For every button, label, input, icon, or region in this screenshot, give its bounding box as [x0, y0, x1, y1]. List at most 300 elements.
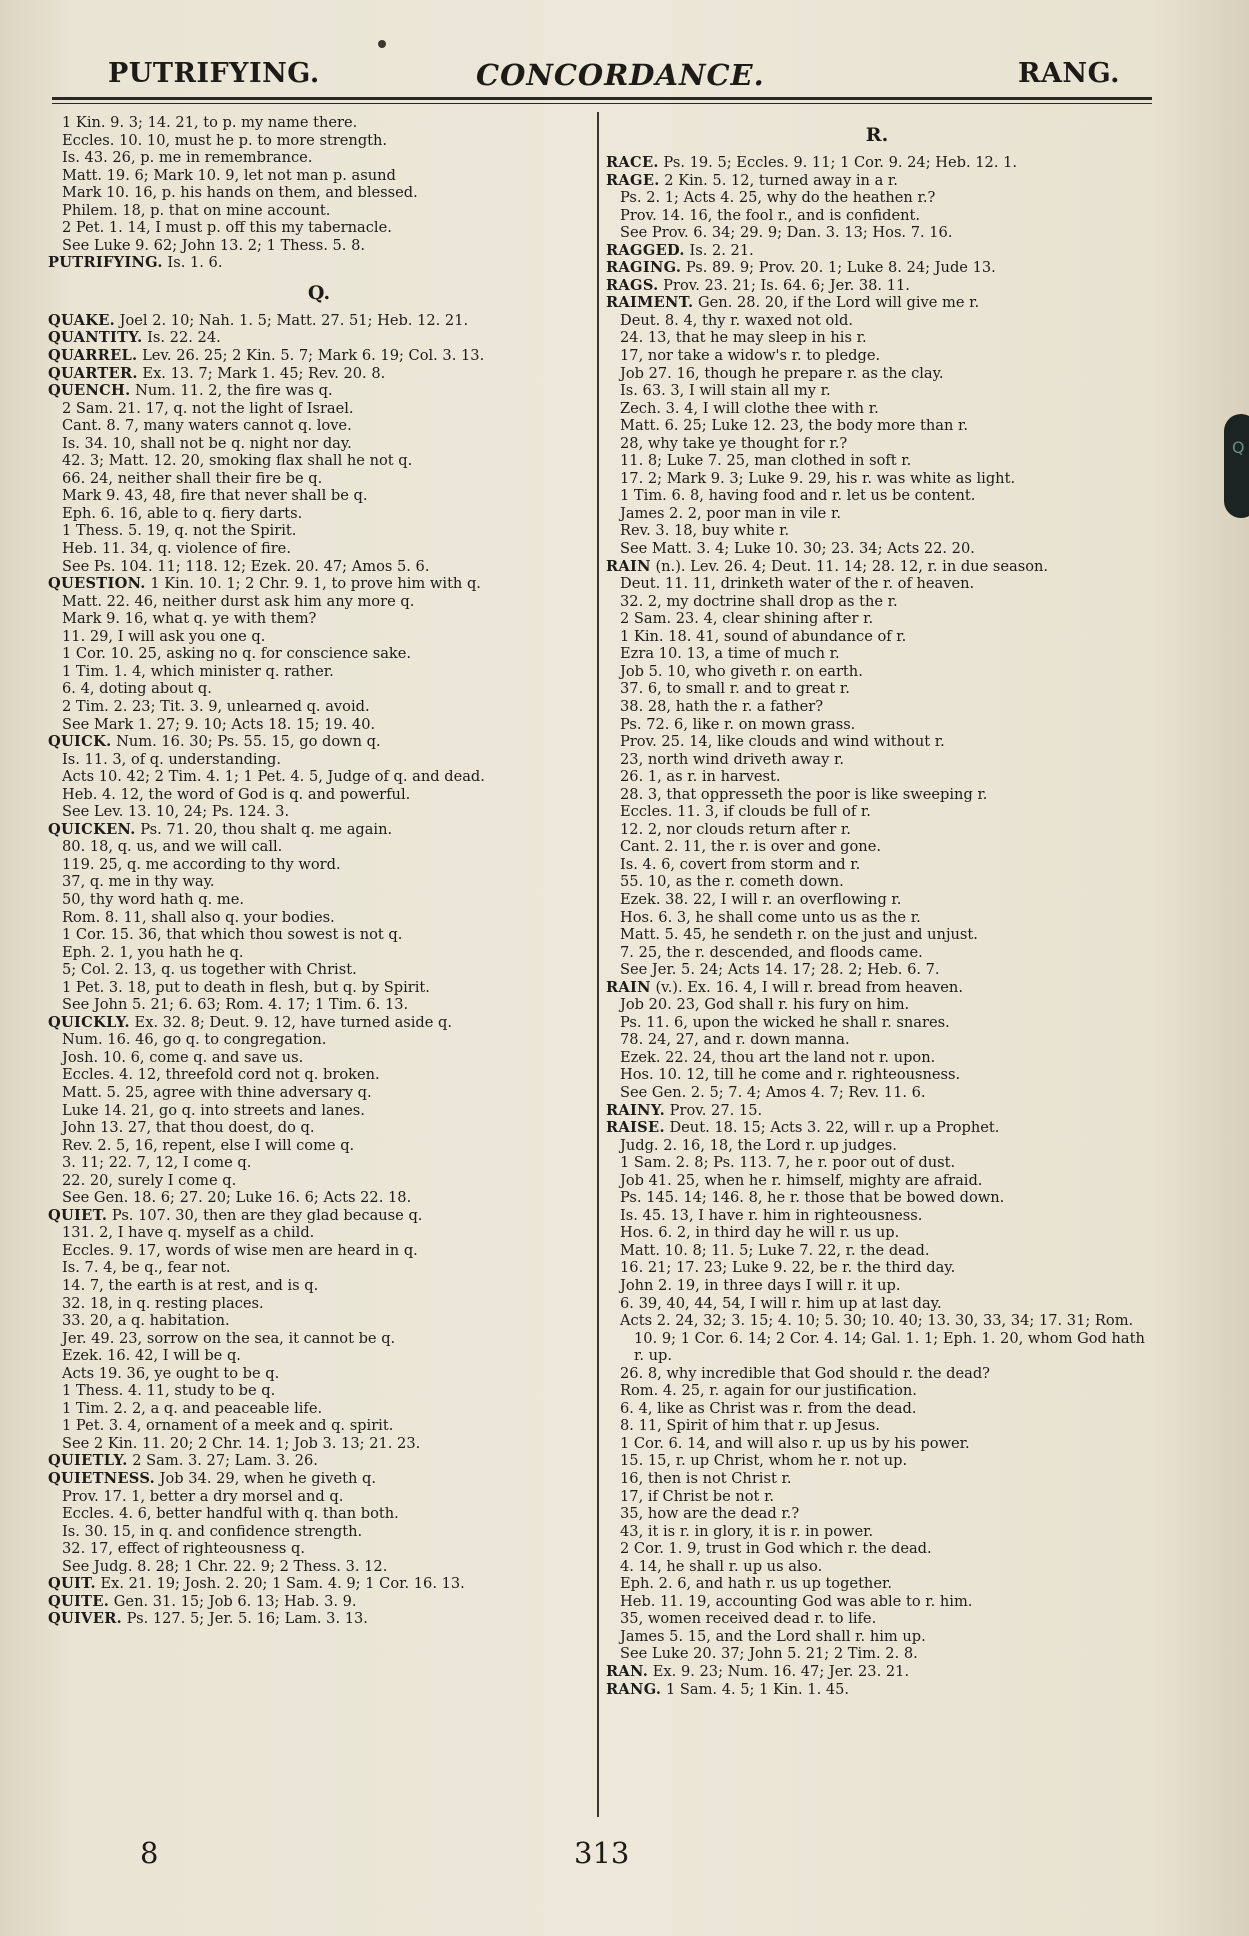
entry-text: Eph. 2. 6, and hath r. us up together.	[620, 1575, 892, 1593]
entry-text: 1 Pet. 3. 4, ornament of a meek and q. spirit.	[62, 1417, 394, 1435]
entry-text: 1 Sam. 4. 5; 1 Kin. 1. 45.	[661, 1680, 850, 1698]
entry-text: 2 Cor. 1. 9, trust in God which r. the dead.	[620, 1540, 932, 1558]
headword-entry	[48, 1452, 590, 1470]
reference-line	[48, 1102, 590, 1120]
reference-line	[48, 167, 590, 185]
entry-text: Ps. 145. 14; 146. 8, he r. those that be bowed down.	[620, 1189, 1005, 1207]
header-first-word: PUTRIFYING.	[108, 58, 320, 89]
reference-line	[48, 698, 590, 716]
headword-entry	[48, 382, 590, 400]
reference-line	[48, 610, 590, 628]
reference-line	[48, 1154, 590, 1172]
entry-text: 1 Thess. 4. 11, study to be q.	[62, 1382, 276, 1400]
entry-text: Deut. 18. 15; Acts 3. 22, will r. up a Prophet.	[664, 1119, 1000, 1137]
entry-text: Is. 43. 26, p. me in remembrance.	[62, 149, 313, 167]
reference-line	[48, 1365, 590, 1383]
entry-text: 37. 6, to small r. and to great r.	[620, 680, 850, 698]
entry-text: 5; Col. 2. 13, q. us together with Christ.	[62, 961, 357, 979]
entry-text: Eccles. 11. 3, if clouds be full of r.	[620, 803, 871, 821]
entry-text: Ezek. 38. 22, I will r. an overflowing r.	[620, 890, 902, 908]
entry-text: 17, nor take a widow's r. to pledge.	[620, 347, 881, 365]
entry-text: Ps. 11. 6, upon the wicked he shall r. snares.	[620, 1013, 950, 1031]
reference-line	[48, 1505, 590, 1523]
entry-text: Joel 2. 10; Nah. 1. 5; Matt. 27. 51; Heb. 12. 21.	[115, 311, 469, 329]
headword-entry	[48, 365, 590, 383]
reference-line	[48, 716, 590, 734]
running-header	[0, 58, 1249, 98]
reference-line	[48, 470, 590, 488]
left-column	[48, 114, 590, 1628]
reference-line	[606, 645, 1148, 663]
entry-text: Ps. 72. 6, like r. on mown grass.	[620, 715, 856, 733]
reference-line	[48, 1031, 590, 1049]
entry-text: Matt. 6. 25; Luke 12. 23, the body more than r.	[620, 417, 969, 435]
reference-line	[606, 786, 1148, 804]
headword-entry	[606, 558, 1148, 576]
entry-text: 38. 28, hath the r. a father?	[620, 697, 824, 715]
entry-text: Acts 19. 36, ye ought to be q.	[62, 1364, 280, 1382]
headword: RAIN	[606, 978, 651, 996]
right-column	[606, 114, 1148, 1698]
headword-entry	[48, 1575, 590, 1593]
headword-entry	[48, 575, 590, 593]
page-number: 313	[574, 1836, 630, 1870]
entry-text: Num. 16. 30; Ps. 55. 15, go down q.	[111, 733, 381, 751]
reference-line	[48, 505, 590, 523]
reference-line	[606, 505, 1148, 523]
reference-line	[606, 803, 1148, 821]
reference-line	[48, 1523, 590, 1541]
headword-entry	[48, 312, 590, 330]
reference-line	[606, 470, 1148, 488]
reference-line	[48, 873, 590, 891]
reference-line	[606, 628, 1148, 646]
reference-line	[48, 645, 590, 663]
headword-entry	[606, 1119, 1148, 1137]
headword: RAN.	[606, 1663, 649, 1681]
entry-text: See Gen. 2. 5; 7. 4; Amos 4. 7; Rev. 11. 6.	[620, 1083, 926, 1101]
entry-text: Ex. 9. 23; Num. 16. 47; Jer. 23. 21.	[648, 1663, 910, 1681]
headword: PUTRIFYING.	[48, 254, 163, 272]
entry-text: 2 Sam. 3. 27; Lam. 3. 26.	[127, 1452, 318, 1470]
entry-text: Heb. 11. 34, q. violence of fire.	[62, 540, 291, 558]
entry-text: Ps. 2. 1; Acts 4. 25, why do the heathen r.?	[620, 189, 936, 207]
entry-text: Philem. 18, p. that on mine account.	[62, 201, 331, 219]
entry-text: 1 Cor. 6. 14, and will also r. up us by his power.	[620, 1434, 970, 1452]
headword: QUIT.	[48, 1575, 96, 1593]
reference-line	[606, 1084, 1148, 1102]
entry-text: See Judg. 8. 28; 1 Chr. 22. 9; 2 Thess. 3. 12.	[62, 1557, 388, 1575]
entry-text: 28. 3, that oppresseth the poor is like sweeping r.	[620, 785, 988, 803]
reference-line	[48, 400, 590, 418]
headword: RACE.	[606, 154, 659, 171]
headword-entry	[606, 277, 1148, 295]
reference-line	[48, 961, 590, 979]
entry-text: 16, then is not Christ r.	[620, 1470, 792, 1488]
header-rule	[52, 97, 1152, 100]
entry-text: Is. 11. 3, of q. understanding.	[62, 750, 281, 768]
reference-line	[606, 838, 1148, 856]
entry-text: 33. 20, a q. habitation.	[62, 1312, 230, 1330]
entry-text: Ezek. 16. 42, I will be q.	[62, 1347, 241, 1365]
entry-text: 26. 1, as r. in harvest.	[620, 768, 781, 786]
headword: QUICKLY.	[48, 1013, 130, 1031]
headword: RAIN	[606, 557, 651, 575]
entry-text: See Luke 9. 62; John 13. 2; 1 Thess. 5. 8.	[62, 236, 366, 254]
entry-text: Mark 10. 16, p. his hands on them, and blessed.	[62, 184, 418, 202]
reference-line	[606, 733, 1148, 751]
reference-line	[48, 856, 590, 874]
entry-text: Prov. 25. 14, like clouds and wind without r.	[620, 733, 945, 751]
entry-text: 12. 2, nor clouds return after r.	[620, 820, 851, 838]
reference-line	[606, 1575, 1148, 1593]
reference-line	[48, 1137, 590, 1155]
headword: QUICK.	[48, 733, 112, 751]
reference-line	[48, 1277, 590, 1295]
signature-mark: 8	[140, 1836, 159, 1870]
entry-text: Josh. 10. 6, come q. and save us.	[62, 1048, 304, 1066]
reference-line	[48, 1417, 590, 1435]
headword-entry	[606, 1102, 1148, 1120]
headword-entry	[48, 329, 590, 347]
reference-line	[48, 114, 590, 132]
entry-text: 6. 4, doting about q.	[62, 680, 212, 698]
entry-text: Ex. 13. 7; Mark 1. 45; Rev. 20. 8.	[137, 364, 386, 382]
entry-text: 4. 14, he shall r. up us also.	[620, 1557, 823, 1575]
reference-line	[48, 1259, 590, 1277]
reference-line	[606, 1137, 1148, 1155]
section-letter: Q.	[307, 281, 331, 304]
reference-line	[48, 1172, 590, 1190]
entry-text: Matt. 19. 6; Mark 10. 9, let not man p. asund	[62, 166, 396, 184]
entry-text: 2 Sam. 23. 4, clear shining after r.	[620, 610, 874, 628]
entry-text: Prov. 17. 1, better a dry morsel and q.	[62, 1487, 344, 1505]
section-letter: R.	[865, 124, 889, 146]
entry-text: 6. 4, like as Christ was r. from the dead.	[620, 1399, 917, 1417]
entry-text: 1 Cor. 15. 36, that which thou sowest is not q.	[62, 926, 403, 944]
entry-text: Matt. 5. 45, he sendeth r. on the just and unjust.	[620, 926, 978, 944]
printer-dot	[378, 40, 386, 48]
headword-entry	[48, 254, 590, 272]
entry-text: 78. 24, 27, and r. down manna.	[620, 1031, 850, 1049]
headword: RAIMENT.	[606, 294, 694, 312]
reference-line	[606, 961, 1148, 979]
entry-text: Jer. 49. 23, sorrow on the sea, it cannot be q.	[62, 1329, 396, 1347]
entry-text: 119. 25, q. me according to thy word.	[62, 855, 341, 873]
reference-line	[48, 1066, 590, 1084]
entry-text: Is. 1. 6.	[162, 254, 223, 272]
reference-line	[606, 1488, 1148, 1506]
headword: QUAKE.	[48, 311, 116, 329]
entry-text: Eph. 6. 16, able to q. fiery darts.	[62, 504, 303, 522]
reference-line	[606, 891, 1148, 909]
headword: RAGS.	[606, 276, 659, 294]
reference-line	[48, 1540, 590, 1558]
reference-line	[48, 768, 590, 786]
entry-text: See Luke 20. 37; John 5. 21; 2 Tim. 2. 8.	[620, 1645, 918, 1663]
entry-text: Deut. 11. 11, drinketh water of the r. of heaven.	[620, 575, 975, 593]
reference-line	[48, 996, 590, 1014]
headword: QUIETLY.	[48, 1452, 128, 1470]
headword-entry	[606, 172, 1148, 190]
entry-text: Eccles. 4. 6, better handful with q. than both.	[62, 1505, 399, 1523]
reference-line	[606, 1610, 1148, 1628]
entry-text: Eccles. 10. 10, must he p. to more strength.	[62, 131, 388, 149]
entry-text: Job 27. 16, though he prepare r. as the clay.	[620, 364, 944, 382]
entry-text: Gen. 28. 20, if the Lord will give me r.	[693, 294, 980, 312]
entry-text: 1 Tim. 2. 2, a q. and peaceable life.	[62, 1399, 323, 1417]
entry-text: 1 Kin. 18. 41, sound of abundance of r.	[620, 627, 907, 645]
reference-line	[606, 909, 1148, 927]
headword-entry	[606, 154, 1148, 172]
entry-text: Ps. 71. 20, thou shalt q. me again.	[135, 820, 393, 838]
reference-line	[606, 1312, 1148, 1365]
reference-line	[48, 803, 590, 821]
headword-entry	[48, 1207, 590, 1225]
header-last-word: RANG.	[1018, 58, 1121, 89]
reference-line	[48, 909, 590, 927]
reference-line	[48, 680, 590, 698]
entry-text: Is. 2. 21.	[684, 241, 754, 259]
entry-text: Luke 14. 21, go q. into streets and lanes.	[62, 1101, 365, 1119]
entry-text: 24. 13, that he may sleep in his r.	[620, 329, 867, 347]
reference-line	[606, 663, 1148, 681]
entry-text: 42. 3; Matt. 12. 20, smoking flax shall he not q.	[62, 452, 413, 470]
entry-text: Hos. 6. 3, he shall come unto us as the r.	[620, 908, 921, 926]
headword: RAGGED.	[606, 241, 685, 259]
entry-text: Cant. 2. 11, the r. is over and gone.	[620, 838, 881, 856]
entry-text: 32. 17, effect of righteousness q.	[62, 1540, 306, 1558]
reference-line	[606, 1049, 1148, 1067]
reference-line	[606, 1400, 1148, 1418]
entry-text: See John 5. 21; 6. 63; Rom. 4. 17; 1 Tim. 6. 13.	[62, 996, 409, 1014]
entry-text: 1 Tim. 1. 4, which minister q. rather.	[62, 662, 334, 680]
entry-text: James 5. 15, and the Lord shall r. him up.	[620, 1627, 926, 1645]
reference-line	[606, 1066, 1148, 1084]
entry-text: 11. 8; Luke 7. 25, man clothed in soft r.	[620, 452, 912, 470]
headword: QUIVER.	[48, 1610, 123, 1628]
reference-line	[606, 1470, 1148, 1488]
reference-line	[606, 400, 1148, 418]
headword: RANG.	[606, 1680, 662, 1698]
reference-line	[48, 219, 590, 237]
entry-text: Hos. 6. 2, in third day he will r. us up.	[620, 1224, 900, 1242]
entry-text: John 13. 27, that thou doest, do q.	[62, 1119, 315, 1137]
entry-text: Matt. 10. 8; 11. 5; Luke 7. 22, r. the dead.	[620, 1241, 930, 1259]
reference-line	[48, 1330, 590, 1348]
headword: QUESTION.	[48, 575, 146, 593]
entry-text: 16. 21; 17. 23; Luke 9. 22, be r. the third day.	[620, 1259, 956, 1277]
entry-text: Ps. 127. 5; Jer. 5. 16; Lam. 3. 13.	[122, 1610, 368, 1628]
reference-line	[606, 1189, 1148, 1207]
entry-text: Acts 10. 42; 2 Tim. 4. 1; 1 Pet. 4. 5, Judge of q. and dead.	[62, 768, 485, 786]
headword: QUIETNESS.	[48, 1470, 156, 1488]
entry-text: 1 Kin. 9. 3; 14. 21, to p. my name there.	[62, 114, 358, 131]
reference-line	[48, 926, 590, 944]
reference-line	[606, 575, 1148, 593]
reference-line	[48, 838, 590, 856]
reference-line	[606, 944, 1148, 962]
entry-text: 80. 18, q. us, and we will call.	[62, 838, 283, 856]
entry-text: Judg. 2. 16, 18, the Lord r. up judges.	[620, 1136, 897, 1154]
entry-text: Eccles. 9. 17, words of wise men are heard in q.	[62, 1241, 418, 1259]
reference-line	[48, 593, 590, 611]
thumb-tab-letter: Q	[1232, 438, 1245, 457]
entry-text: Rom. 8. 11, shall also q. your bodies.	[62, 908, 335, 926]
reference-line	[48, 237, 590, 255]
reference-line	[606, 1452, 1148, 1470]
reference-line	[606, 452, 1148, 470]
headword-entry	[48, 733, 590, 751]
headword: RAGE.	[606, 171, 660, 189]
reference-line	[606, 487, 1148, 505]
reference-line	[48, 435, 590, 453]
reference-line	[606, 610, 1148, 628]
entry-text: Ps. 107. 30, then are they glad because q.	[107, 1206, 423, 1224]
entry-text: Job 41. 25, when he r. himself, mighty are afraid.	[620, 1171, 983, 1189]
headword-entry	[606, 294, 1148, 312]
reference-line	[48, 1382, 590, 1400]
reference-line	[48, 786, 590, 804]
reference-line	[48, 663, 590, 681]
entry-text: 15. 15, r. up Christ, whom he r. not up.	[620, 1452, 908, 1470]
entry-text: Is. 22. 24.	[142, 329, 221, 347]
reference-line	[606, 329, 1148, 347]
headword-entry	[48, 821, 590, 839]
entry-text: (n.). Lev. 26. 4; Deut. 11. 14; 28. 12, r. in due season.	[650, 557, 1049, 575]
entry-text: 11. 29, I will ask you one q.	[62, 627, 266, 645]
reference-line	[606, 926, 1148, 944]
entry-text: Ezra 10. 13, a time of much r.	[620, 645, 840, 663]
reference-line	[606, 751, 1148, 769]
entry-text: 35, women received dead r. to life.	[620, 1610, 877, 1628]
headword-entry	[48, 1593, 590, 1611]
entry-text: Acts 2. 24, 32; 3. 15; 4. 10; 5. 30; 10. 40; 13. 30, 33, 34; 17. 31; Rom. 10. 9; 1 Cor. 6. 14; 2 Cor. 4. 14; Gal. 1. 1; Eph. 1. 20, whom God hath r. up.	[620, 1312, 1145, 1365]
headword: QUARREL.	[48, 347, 138, 365]
entry-text: 22. 20, surely I come q.	[62, 1171, 237, 1189]
headword-entry	[606, 979, 1148, 997]
headword: QUENCH.	[48, 382, 131, 400]
entry-text: 1 Pet. 3. 18, put to death in flesh, but q. by Spirit.	[62, 978, 430, 996]
entry-text: Deut. 8. 4, thy r. waxed not old.	[620, 311, 853, 329]
entry-text: Lev. 26. 25; 2 Kin. 5. 7; Mark 6. 19; Col. 3. 13.	[137, 347, 485, 365]
entry-text: Hos. 10. 12, till he come and r. righteousness.	[620, 1066, 961, 1084]
entry-text: See Gen. 18. 6; 27. 20; Luke 16. 6; Acts 22. 18.	[62, 1189, 412, 1207]
reference-line	[606, 1259, 1148, 1277]
reference-line	[606, 1628, 1148, 1646]
reference-line	[606, 1207, 1148, 1225]
reference-line	[48, 149, 590, 167]
reference-line	[606, 1172, 1148, 1190]
reference-line	[48, 487, 590, 505]
entry-text: Ezek. 22. 24, thou art the land not r. upon.	[620, 1048, 936, 1066]
entry-text: See Prov. 6. 34; 29. 9; Dan. 3. 13; Hos. 7. 16.	[620, 224, 953, 242]
entry-text: 1 Cor. 10. 25, asking no q. for conscience sake.	[62, 645, 412, 663]
entry-text: Rev. 3. 18, buy white r.	[620, 522, 790, 540]
headword: RAGING.	[606, 259, 682, 277]
reference-line	[48, 202, 590, 220]
reference-line	[48, 1049, 590, 1067]
reference-line	[48, 628, 590, 646]
reference-line	[48, 1435, 590, 1453]
entry-text: 7. 25, the r. descended, and floods came.	[620, 943, 923, 961]
entry-text: 17, if Christ be not r.	[620, 1487, 775, 1505]
reference-line	[606, 1365, 1148, 1383]
entry-text: 26. 8, why incredible that God should r. the dead?	[620, 1364, 990, 1382]
reference-line	[606, 1558, 1148, 1576]
entry-text: Zech. 3. 4, I will clothe thee with r.	[620, 399, 879, 417]
reference-line	[606, 593, 1148, 611]
reference-line	[606, 1593, 1148, 1611]
headword-entry	[48, 1610, 590, 1628]
headword: QUICKEN.	[48, 820, 136, 838]
reference-line	[606, 1014, 1148, 1032]
entry-text: 43, it is r. in glory, it is r. in power.	[620, 1522, 874, 1540]
headword-entry	[606, 242, 1148, 260]
reference-line	[48, 540, 590, 558]
thumb-index-tab[interactable]	[1224, 414, 1249, 518]
reference-line	[606, 1505, 1148, 1523]
reference-line	[606, 207, 1148, 225]
entry-text: See Jer. 5. 24; Acts 14. 17; 28. 2; Heb. 6. 7.	[620, 961, 940, 979]
entry-text: 1 Kin. 10. 1; 2 Chr. 9. 1, to prove him with q.	[145, 575, 481, 593]
entry-text: See 2 Kin. 11. 20; 2 Chr. 14. 1; Job 3. 13; 21. 23.	[62, 1434, 421, 1452]
header-rule-thin	[52, 103, 1152, 104]
entry-text: (v.). Ex. 16. 4, I will r. bread from heaven.	[650, 978, 963, 996]
entry-text: 1 Thess. 5. 19, q. not the Spirit.	[62, 522, 297, 540]
entry-text: 6. 39, 40, 44, 54, I will r. him up at last day.	[620, 1294, 942, 1312]
reference-line	[606, 1382, 1148, 1400]
entry-text: 2 Pet. 1. 14, I must p. off this my tabernacle.	[62, 219, 392, 237]
entry-text: 37, q. me in thy way.	[62, 873, 215, 891]
entry-text: Num. 11. 2, the fire was q.	[130, 382, 333, 400]
reference-line	[606, 382, 1148, 400]
reference-line	[48, 1295, 590, 1313]
entry-text: Job 20. 23, God shall r. his fury on him.	[620, 996, 910, 1014]
reference-line	[48, 452, 590, 470]
column-divider	[597, 112, 599, 1817]
reference-line	[606, 1154, 1148, 1172]
entry-text: James 2. 2, poor man in vile r.	[620, 504, 841, 522]
entry-text: 32. 2, my doctrine shall drop as the r.	[620, 592, 898, 610]
reference-line	[606, 716, 1148, 734]
headword: RAISE.	[606, 1119, 665, 1137]
reference-line	[48, 979, 590, 997]
reference-line	[606, 522, 1148, 540]
reference-line	[606, 821, 1148, 839]
reference-line	[48, 1400, 590, 1418]
reference-line	[606, 365, 1148, 383]
entry-text: Prov. 14. 16, the fool r., and is confident.	[620, 206, 921, 224]
entry-text: 1 Tim. 6. 8, having food and r. let us be content.	[620, 487, 976, 505]
headword: QUIET.	[48, 1206, 108, 1224]
entry-text: Ex. 32. 8; Deut. 9. 12, have turned aside q.	[129, 1013, 453, 1031]
reference-line	[48, 1347, 590, 1365]
entry-text: Job 34. 29, when he giveth q.	[155, 1470, 376, 1488]
entry-text: Heb. 11. 19, accounting God was able to r. him.	[620, 1592, 973, 1610]
headword-entry	[606, 1681, 1148, 1699]
entry-text: 2 Kin. 5. 12, turned away in a r.	[659, 171, 898, 189]
reference-line	[606, 1523, 1148, 1541]
header-title: CONCORDANCE.	[476, 58, 765, 92]
entry-text: 66. 24, neither shall their fire be q.	[62, 469, 323, 487]
entry-text: See Lev. 13. 10, 24; Ps. 124. 3.	[62, 803, 290, 821]
headword-entry	[606, 259, 1148, 277]
entry-text: 17. 2; Mark 9. 3; Luke 9. 29, his r. was white as light.	[620, 469, 1016, 487]
reference-line	[606, 1417, 1148, 1435]
reference-line	[48, 184, 590, 202]
headword: RAINY.	[606, 1101, 666, 1119]
